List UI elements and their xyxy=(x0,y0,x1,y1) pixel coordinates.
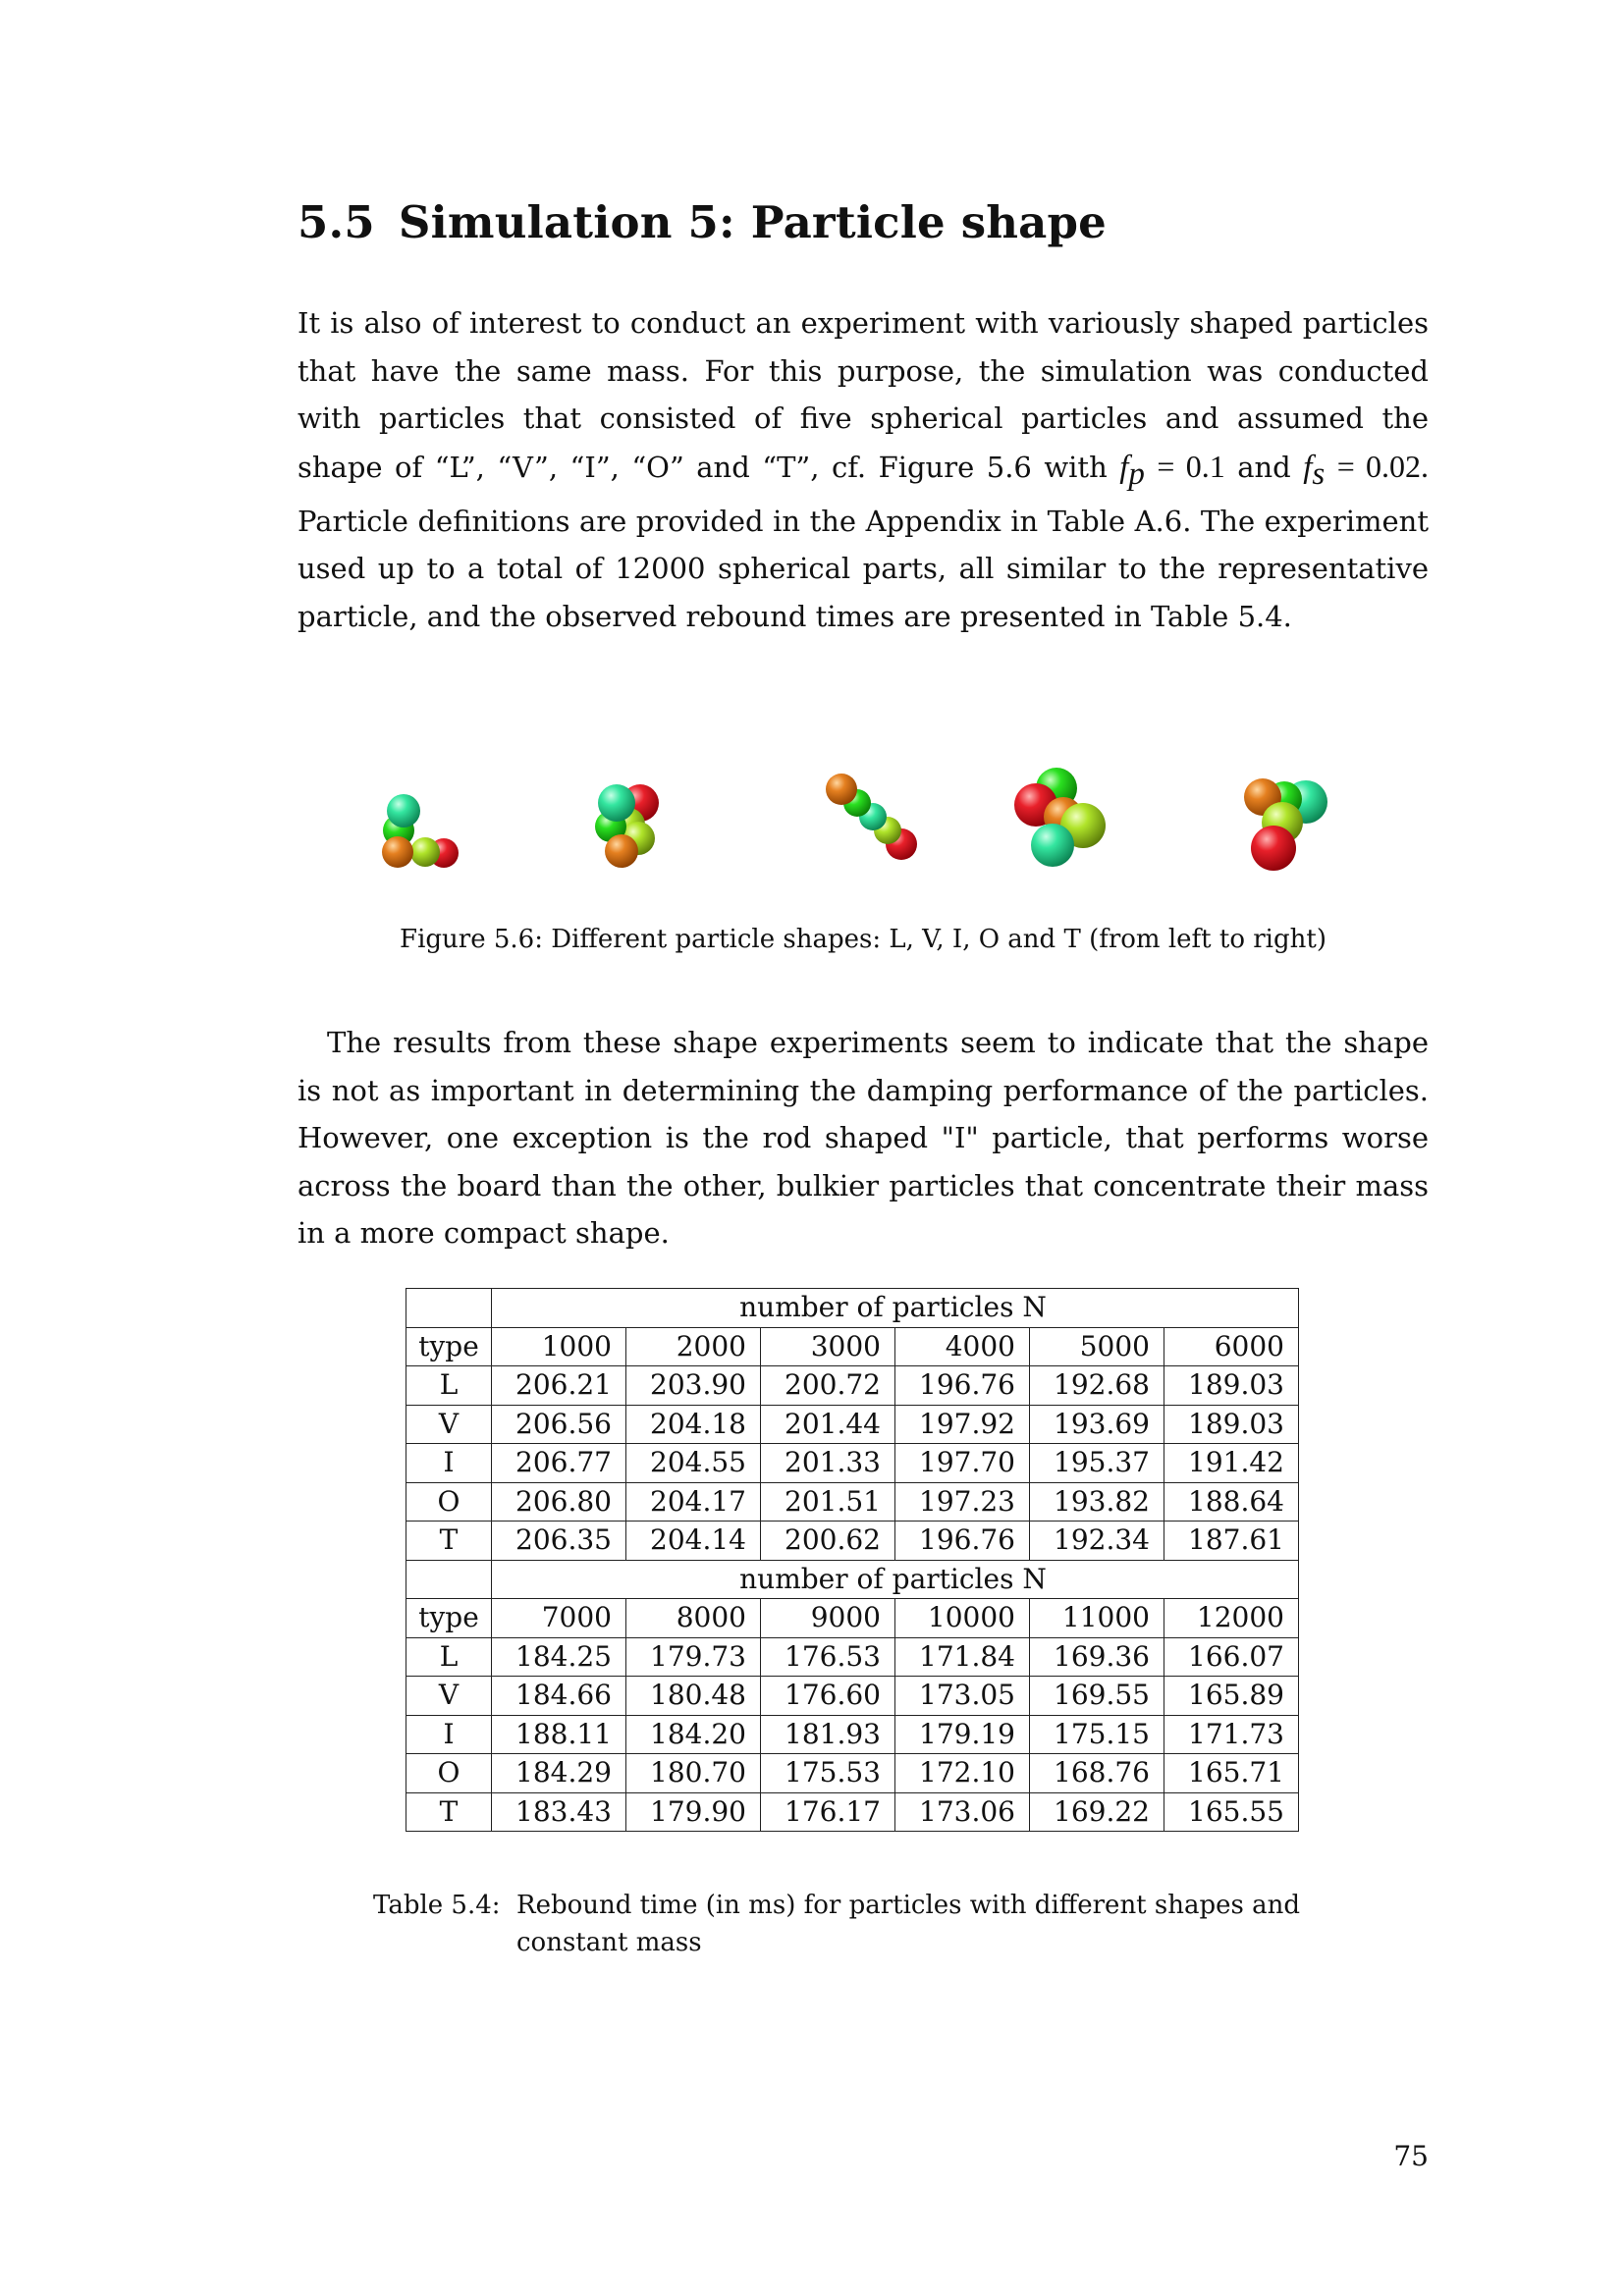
value-cell: 204.18 xyxy=(626,1405,761,1444)
table-header-row xyxy=(406,1560,1299,1599)
section-title: Simulation 5: Particle shape xyxy=(398,196,1108,248)
value-cell: 204.17 xyxy=(626,1482,761,1522)
value-cell: 204.55 xyxy=(626,1444,761,1483)
column-header: 7000 xyxy=(492,1599,626,1638)
table-row xyxy=(406,1444,1299,1483)
value-cell: 187.61 xyxy=(1164,1522,1299,1561)
sphere xyxy=(1031,824,1074,867)
value-cell: 203.90 xyxy=(626,1366,761,1406)
value-cell: 206.80 xyxy=(492,1482,626,1522)
value-cell: 201.51 xyxy=(761,1482,895,1522)
table-caption-text: Rebound time (in ms) for particles with different shapes and constant mass xyxy=(516,1891,1301,1957)
value-cell: 179.73 xyxy=(626,1637,761,1677)
table-row xyxy=(406,1482,1299,1522)
value-cell: 189.03 xyxy=(1164,1405,1299,1444)
value-cell: 181.93 xyxy=(761,1715,895,1754)
sphere xyxy=(387,794,420,828)
section-number: 5.5 xyxy=(298,196,375,248)
value-cell: 179.19 xyxy=(895,1715,1030,1754)
value-cell: 197.92 xyxy=(895,1405,1030,1444)
column-header: 11000 xyxy=(1030,1599,1164,1638)
column-header: 2000 xyxy=(626,1327,761,1366)
table-row xyxy=(406,1405,1299,1444)
fs-subscript: s xyxy=(1312,455,1326,492)
value-cell: 176.60 xyxy=(761,1677,895,1716)
value-cell: 184.29 xyxy=(492,1754,626,1793)
empty-corner-cell xyxy=(406,1560,492,1599)
table-row xyxy=(406,1637,1299,1677)
value-cell: 200.72 xyxy=(761,1366,895,1406)
value-cell: 197.23 xyxy=(895,1482,1030,1522)
intro-text-b: and xyxy=(1224,450,1304,484)
column-group-header: number of particles N xyxy=(492,1289,1299,1328)
sphere xyxy=(598,784,635,822)
column-header: 12000 xyxy=(1164,1599,1299,1638)
type-cell: O xyxy=(406,1482,492,1522)
value-cell: 191.42 xyxy=(1164,1444,1299,1483)
value-cell: 184.20 xyxy=(626,1715,761,1754)
value-cell: 192.34 xyxy=(1030,1522,1164,1561)
intro-text-c: Particle definitions are provided in the Appendix in Table A.6. The experiment used up to a total of 12000 spherical parts, all similar to the representative particle, and the observed rebound times are presented in Table 5.4. xyxy=(298,504,1429,633)
particle-I xyxy=(826,774,917,860)
type-cell: O xyxy=(406,1754,492,1793)
value-cell: 183.43 xyxy=(492,1792,626,1832)
value-cell: 165.55 xyxy=(1164,1792,1299,1832)
particle-O xyxy=(1014,768,1106,867)
sphere xyxy=(382,836,413,868)
type-cell: I xyxy=(406,1715,492,1754)
table-row xyxy=(406,1366,1299,1406)
value-cell: 188.64 xyxy=(1164,1482,1299,1522)
empty-corner-cell xyxy=(406,1289,492,1328)
value-cell: 206.21 xyxy=(492,1366,626,1406)
value-cell: 192.68 xyxy=(1030,1366,1164,1406)
intro-paragraph xyxy=(298,299,1429,640)
page-number: 75 xyxy=(1393,2140,1429,2172)
table-row xyxy=(406,1715,1299,1754)
value-cell: 175.15 xyxy=(1030,1715,1164,1754)
table-row xyxy=(406,1677,1299,1716)
table-column-row xyxy=(406,1327,1299,1366)
value-cell: 169.36 xyxy=(1030,1637,1164,1677)
column-header: 4000 xyxy=(895,1327,1030,1366)
value-cell: 175.53 xyxy=(761,1754,895,1793)
value-cell: 189.03 xyxy=(1164,1366,1299,1406)
value-cell: 204.14 xyxy=(626,1522,761,1561)
fs-value: = 0.02. xyxy=(1336,448,1430,484)
fp-subscript: p xyxy=(1128,455,1145,492)
table-row xyxy=(406,1522,1299,1561)
table-caption-label: Table 5.4: xyxy=(373,1891,501,1920)
value-cell: 176.17 xyxy=(761,1792,895,1832)
figure-caption: Figure 5.6: Different particle shapes: L, V, I, O and T (from left to right) xyxy=(400,925,1326,954)
value-cell: 171.84 xyxy=(895,1637,1030,1677)
value-cell: 200.62 xyxy=(761,1522,895,1561)
particle-L xyxy=(382,794,459,868)
type-cell: I xyxy=(406,1444,492,1483)
table-row xyxy=(406,1754,1299,1793)
value-cell: 168.76 xyxy=(1030,1754,1164,1793)
intro-text-a: It is also of interest to conduct an experiment with variously shaped particles that have the same mass. For this purpose, the simulation was conducted with particles that consisted of five spherical particles and assumed the shape of “L”, “V”, “I”, “O” and “T”, cf. Figure 5.6 with xyxy=(298,306,1429,484)
column-header: 9000 xyxy=(761,1599,895,1638)
value-cell: 169.55 xyxy=(1030,1677,1164,1716)
value-cell: 201.33 xyxy=(761,1444,895,1483)
fp-value: = 0.1 xyxy=(1157,448,1225,484)
particle-shapes-figure xyxy=(363,736,1404,874)
particle-V xyxy=(595,784,659,868)
value-cell: 165.89 xyxy=(1164,1677,1299,1716)
column-header: 5000 xyxy=(1030,1327,1164,1366)
value-cell: 197.70 xyxy=(895,1444,1030,1483)
value-cell: 172.10 xyxy=(895,1754,1030,1793)
value-cell: 188.11 xyxy=(492,1715,626,1754)
value-cell: 166.07 xyxy=(1164,1637,1299,1677)
column-group-header: number of particles N xyxy=(492,1560,1299,1599)
value-cell: 180.48 xyxy=(626,1677,761,1716)
type-cell: V xyxy=(406,1677,492,1716)
column-header: 6000 xyxy=(1164,1327,1299,1366)
column-header: 10000 xyxy=(895,1599,1030,1638)
column-header: 1000 xyxy=(492,1327,626,1366)
value-cell: 173.05 xyxy=(895,1677,1030,1716)
value-cell: 169.22 xyxy=(1030,1792,1164,1832)
value-cell: 165.71 xyxy=(1164,1754,1299,1793)
table-column-row xyxy=(406,1599,1299,1638)
type-cell: T xyxy=(406,1522,492,1561)
results-paragraph: The results from these shape experiments seem to indicate that the shape is not as important in determining the damping performance of the particles. However, one exception is the rod shaped "I" particle, that performs worse across the board than the other, bulkier particles that concentrate their mass in a more compact shape. xyxy=(298,1026,1429,1250)
value-cell: 196.76 xyxy=(895,1522,1030,1561)
value-cell: 180.70 xyxy=(626,1754,761,1793)
type-cell: L xyxy=(406,1366,492,1406)
sphere xyxy=(605,834,638,868)
type-cell: V xyxy=(406,1405,492,1444)
value-cell: 206.56 xyxy=(492,1405,626,1444)
value-cell: 206.35 xyxy=(492,1522,626,1561)
particle-T xyxy=(1244,778,1327,871)
sphere xyxy=(1251,826,1296,871)
value-cell: 193.82 xyxy=(1030,1482,1164,1522)
table-header-row xyxy=(406,1289,1299,1328)
value-cell: 176.53 xyxy=(761,1637,895,1677)
type-header: type xyxy=(406,1599,492,1638)
value-cell: 171.73 xyxy=(1164,1715,1299,1754)
value-cell: 206.77 xyxy=(492,1444,626,1483)
value-cell: 193.69 xyxy=(1030,1405,1164,1444)
value-cell: 196.76 xyxy=(895,1366,1030,1406)
table-row xyxy=(406,1792,1299,1832)
fs-symbol: f xyxy=(1303,449,1313,485)
particle-shapes-svg xyxy=(363,736,1404,874)
sphere xyxy=(826,774,857,805)
value-cell: 195.37 xyxy=(1030,1444,1164,1483)
sphere xyxy=(410,837,440,867)
fp-symbol: f xyxy=(1119,449,1129,485)
type-header: type xyxy=(406,1327,492,1366)
column-header: 8000 xyxy=(626,1599,761,1638)
value-cell: 179.90 xyxy=(626,1792,761,1832)
value-cell: 173.06 xyxy=(895,1792,1030,1832)
column-header: 3000 xyxy=(761,1327,895,1366)
rebound-time-table xyxy=(406,1288,1299,1832)
type-cell: L xyxy=(406,1637,492,1677)
section-heading xyxy=(298,196,1107,248)
value-cell: 184.66 xyxy=(492,1677,626,1716)
type-cell: T xyxy=(406,1792,492,1832)
table-caption xyxy=(373,1887,1365,1961)
value-cell: 201.44 xyxy=(761,1405,895,1444)
value-cell: 184.25 xyxy=(492,1637,626,1677)
